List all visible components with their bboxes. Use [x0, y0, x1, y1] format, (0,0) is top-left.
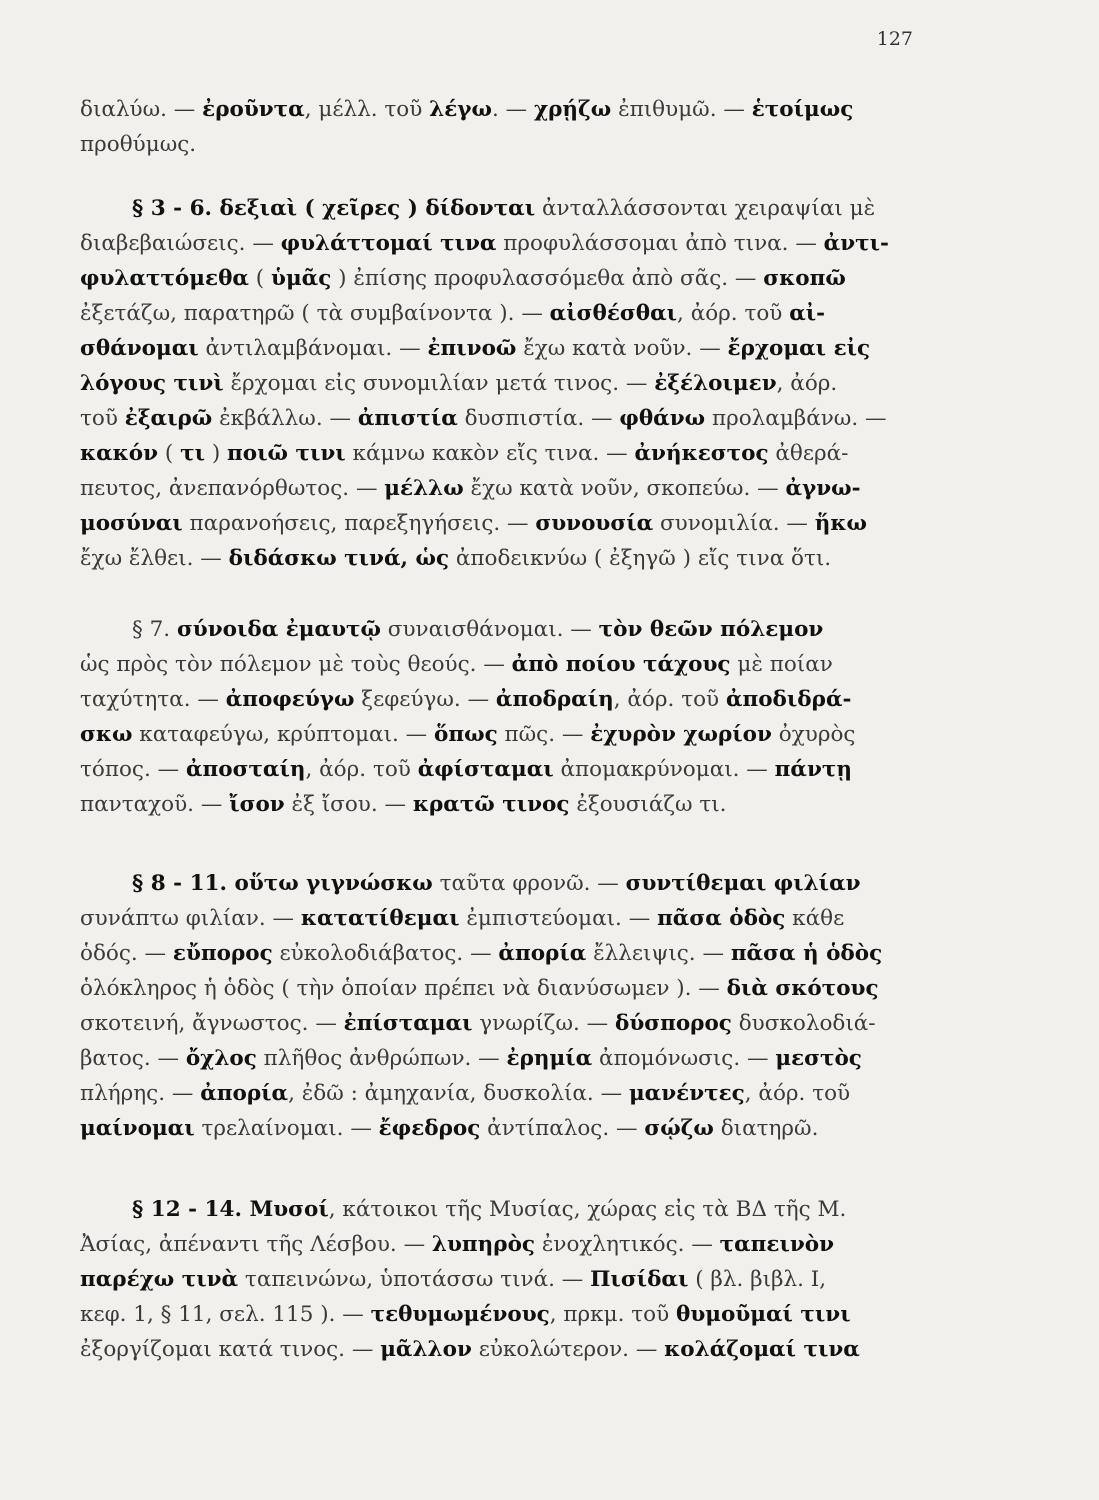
headword: ἐχυρὸν χωρίον — [590, 722, 772, 747]
gloss-text: σκοτεινή, ἄγνωστος. — — [80, 1011, 344, 1036]
text-line — [80, 1076, 928, 1111]
headword: § 12 - 14. — [132, 1197, 250, 1222]
gloss-text: ξεφεύγω. — — [354, 687, 496, 712]
headword: μοσύναι — [80, 511, 183, 536]
paragraph-gap — [80, 162, 928, 191]
headword: σθάνομαι — [80, 336, 199, 361]
headword: θυμοῦμαί τινι — [675, 1302, 851, 1327]
text-line — [80, 971, 928, 1006]
headword: ὑμᾶς — [271, 266, 332, 291]
headword: ἀγνω- — [785, 476, 861, 501]
headword: § 3 - 6. — [132, 196, 220, 221]
headword: σκω — [80, 722, 133, 747]
headword: λυπηρὸς — [431, 1232, 535, 1257]
gloss-text: ἐξουσιάζω τι. — [569, 792, 727, 817]
headword: ἐπινοῶ — [427, 336, 517, 361]
gloss-text: ἀντιλαμβάνομαι. — — [198, 336, 428, 361]
gloss-text: ὁδός. — — [80, 941, 173, 966]
text-line — [80, 1192, 928, 1227]
text-line — [80, 1041, 928, 1076]
paragraph — [80, 866, 928, 1146]
glossary-text — [80, 92, 928, 1367]
gloss-text: ἐξετάζω, παρατηρῶ ( τὰ συμβαίνοντα ). — — [80, 301, 550, 326]
gloss-text: , ἐδῶ : ἀμηχανία, δυσκολία. — — [288, 1081, 629, 1106]
headword: μεστὸς — [775, 1046, 862, 1071]
text-line — [80, 401, 928, 436]
headword: ἀποφεύγω — [225, 687, 355, 712]
text-line — [80, 226, 928, 261]
headword: ἀνήκεστος — [634, 441, 769, 466]
gloss-text: προλαμβάνω. — — [705, 406, 887, 431]
paragraph-gap — [80, 822, 928, 866]
gloss-text: γνωρίζω. — — [472, 1011, 615, 1036]
paragraph — [80, 191, 928, 576]
headword: χρῄζω — [533, 97, 612, 122]
headword: ἐπίσταμαι — [343, 1011, 473, 1036]
gloss-text: συναισθάνομαι. — — [380, 617, 599, 642]
gloss-text: διαβεβαιώσεις. — — [80, 231, 281, 256]
headword: τι — [180, 441, 205, 466]
text-line — [80, 506, 928, 541]
gloss-text: πλήρης. — — [80, 1081, 201, 1106]
text-line — [80, 717, 928, 752]
gloss-text: καταφεύγω, κρύπτομαι. — — [132, 722, 435, 747]
headword: σύνοιδα ἐμαυτῷ — [176, 617, 381, 642]
headword: φυλαττόμεθα — [80, 266, 249, 291]
gloss-text: εὐκολοδιάβατος. — — [272, 941, 499, 966]
text-line — [80, 471, 928, 506]
text-line — [80, 1332, 928, 1367]
headword: οὕτω γιγνώσκω — [234, 871, 433, 896]
headword: ἀπὸ ποίου τάχους — [511, 652, 731, 677]
gloss-text: διαλύω. — — [80, 97, 203, 122]
gloss-text: , ἀόρ. τοῦ — [613, 687, 726, 712]
headword: κατατίθεμαι — [300, 906, 460, 931]
gloss-text: ἐξ ἴσου. — — [284, 792, 413, 817]
text-line — [80, 1297, 928, 1332]
headword: πάντῃ — [774, 757, 852, 782]
headword: τὸν θεῶν πόλεμον — [598, 617, 824, 642]
gloss-text: ταῦτα φρονῶ. — — [432, 871, 626, 896]
headword: εὔπορος — [172, 941, 273, 966]
headword: ὅπως — [434, 722, 498, 747]
gloss-text: προθύμως. — [80, 132, 197, 157]
gloss-text: ἀπομακρύνομαι. — — [553, 757, 775, 782]
gloss-text: κάμνω κακὸν εἴς τινα. — — [345, 441, 635, 466]
text-line — [80, 752, 928, 787]
gloss-text: ταπεινώνω, ὑποτάσσω τινά. — — [238, 1267, 591, 1292]
text-line — [80, 541, 928, 576]
headword: φθάνω — [619, 406, 706, 431]
gloss-text: συνάπτω φιλίαν. — — [80, 906, 301, 931]
text-line — [80, 682, 928, 717]
gloss-text: ἐκβάλλω. — — [212, 406, 358, 431]
gloss-text: ἐμπιστεύομαι. — — [459, 906, 658, 931]
gloss-text: , πρκμ. τοῦ — [549, 1302, 676, 1327]
headword: ἀποδραίη — [495, 687, 614, 712]
headword: ἀποσταίη — [185, 757, 306, 782]
headword: ἀφίσταμαι — [417, 757, 554, 782]
headword: μανέντες — [628, 1081, 745, 1106]
headword: λέγω — [429, 97, 492, 122]
gloss-text: τρελαίνομαι. — — [194, 1116, 379, 1141]
gloss-text: κάθε — [785, 906, 845, 931]
paragraph — [80, 612, 928, 822]
gloss-text: ἔχω ἔλθει. — — [80, 546, 229, 571]
headword: διὰ σκότους — [726, 976, 879, 1001]
gloss-text: ταχύτητα. — — [80, 687, 226, 712]
gloss-text: εὐκολώτερον. — — [471, 1337, 665, 1362]
gloss-text: , ἀόρ. τοῦ — [677, 301, 790, 326]
paragraph-gap — [80, 576, 928, 612]
text-line — [80, 1262, 928, 1297]
paragraph-gap — [80, 1146, 928, 1192]
text-line — [80, 866, 928, 901]
headword: ἥκω — [814, 511, 867, 536]
headword: αἰ- — [789, 301, 826, 326]
gloss-text: συνομιλία. — — [653, 511, 815, 536]
text-line — [80, 901, 928, 936]
gloss-text: μὲ ποίαν — [730, 652, 833, 677]
headword: δύσπορος — [614, 1011, 732, 1036]
gloss-text: ἀπομόνωσις. — — [592, 1046, 776, 1071]
gloss-text: ἐνοχλητικός. — — [535, 1232, 720, 1257]
gloss-text: , ἀόρ. τοῦ — [305, 757, 418, 782]
gloss-text: ἀποδεικνύω ( ἐξηγῶ ) εἴς τινα ὅτι. — [449, 546, 832, 571]
text-line — [80, 1227, 928, 1262]
gloss-text: ἔχω κατὰ νοῦν, σκοπεύω. — — [463, 476, 786, 501]
gloss-text: Ἀσίας, ἀπέναντι τῆς Λέσβου. — — [80, 1232, 432, 1257]
text-line — [80, 127, 928, 162]
text-line — [80, 1006, 928, 1041]
gloss-text: . — — [491, 97, 534, 122]
headword: δεξιαὶ ( χεῖρες ) δίδονται — [219, 196, 536, 221]
gloss-text: τόπος. — — [80, 757, 186, 782]
headword: λόγους τινὶ — [80, 371, 224, 396]
gloss-text: ὀχυρὸς — [771, 722, 856, 747]
text-line — [80, 366, 928, 401]
headword: πᾶσα ἡ ὁδὸς — [730, 941, 883, 966]
paragraph — [80, 92, 928, 162]
headword: συντίθεμαι φιλίαν — [625, 871, 861, 896]
text-line — [80, 261, 928, 296]
text-line — [80, 296, 928, 331]
headword: μᾶλλον — [380, 1337, 472, 1362]
gloss-text: πῶς. — — [497, 722, 591, 747]
gloss-text: ἀνταλλάσσονται χειραψίαι μὲ — [535, 196, 876, 221]
headword: ἐροῦντα — [202, 97, 305, 122]
gloss-text: τοῦ — [80, 406, 125, 431]
headword: Πισίδαι — [590, 1267, 689, 1292]
text-line — [80, 191, 928, 226]
gloss-text: ) — [204, 441, 228, 466]
gloss-text: βατος. — — [80, 1046, 186, 1071]
headword: ἐξαιρῶ — [124, 406, 213, 431]
gloss-text: ἀθερά- — [768, 441, 849, 466]
gloss-text: , ἀόρ. τοῦ — [744, 1081, 851, 1106]
headword: ἐξέλοιμεν — [654, 371, 777, 396]
headword: μέλλω — [384, 476, 464, 501]
headword: κολάζομαί τινα — [664, 1337, 860, 1362]
headword: ταπεινὸν — [719, 1232, 835, 1257]
headword: φυλάττομαί τινα — [280, 231, 497, 256]
headword: ὄχλος — [185, 1046, 257, 1071]
headword: ποιῶ τινι — [227, 441, 346, 466]
text-line — [80, 612, 928, 647]
headword: ἔρχομαι εἰς — [727, 336, 871, 361]
headword: Μυσοί — [249, 1197, 329, 1222]
text-line — [80, 647, 928, 682]
gloss-text: πλῆθος ἀνθρώπων. — — [256, 1046, 507, 1071]
gloss-text: ἐξοργίζομαι κατά τινος. — — [80, 1337, 381, 1362]
headword: ἀντι- — [823, 231, 889, 256]
headword: τεθυμωμένους — [370, 1302, 550, 1327]
gloss-text: ( βλ. βιβλ. Ι, — [688, 1267, 827, 1292]
gloss-text: πανταχοῦ. — — [80, 792, 230, 817]
gloss-text: ( — [248, 266, 272, 291]
gloss-text: § 7. — [132, 617, 177, 642]
gloss-text: δυσκολοδιά- — [731, 1011, 876, 1036]
paragraph — [80, 1192, 928, 1367]
gloss-text: ἔχω κατὰ νοῦν. — — [516, 336, 728, 361]
gloss-text: ἔρχομαι εἰς συνομιλίαν μετά τινος. — — [223, 371, 655, 396]
gloss-text: παρανοήσεις, παρεξηγήσεις. — — [182, 511, 536, 536]
text-line — [80, 1111, 928, 1146]
headword: συνουσία — [535, 511, 654, 536]
headword: σῴζω — [644, 1116, 714, 1141]
gloss-text: , μέλλ. τοῦ — [304, 97, 430, 122]
text-line — [80, 331, 928, 366]
gloss-text: ἀντίπαλος. — — [480, 1116, 645, 1141]
headword: ἐρημία — [506, 1046, 593, 1071]
gloss-text: προφυλάσσομαι ἀπὸ τινα. — — [496, 231, 824, 256]
gloss-text: ὡς πρὸς τὸν πόλεμον μὲ τοὺς θεούς. — — [80, 652, 512, 677]
headword: μαίνομαι — [80, 1116, 195, 1141]
gloss-text: δυσπιστία. — — [457, 406, 620, 431]
gloss-text: , ἀόρ. — [776, 371, 838, 396]
headword: αἰσθέσθαι — [549, 301, 678, 326]
gloss-text: ( — [158, 441, 181, 466]
gloss-text: πευτος, ἀνεπανόρθωτος. — — [80, 476, 385, 501]
headword: § 8 - 11. — [132, 871, 235, 896]
headword: κακόν — [80, 441, 159, 466]
headword: ἴσον — [229, 792, 285, 817]
headword: πᾶσα ὁδὸς — [657, 906, 786, 931]
gloss-text: διατηρῶ. — [713, 1116, 819, 1141]
headword: σκοπῶ — [763, 266, 846, 291]
gloss-text: ἔλλειψις. — — [586, 941, 731, 966]
text-line — [80, 936, 928, 971]
text-line — [80, 436, 928, 471]
gloss-text: ἐπιθυμῶ. — — [611, 97, 752, 122]
gloss-text: ὁλόκληρος ἡ ὁδὸς ( τὴν ὁποίαν πρέπει νὰ διανύσωμεν ). — — [80, 976, 727, 1001]
headword: ἀπορία — [498, 941, 587, 966]
headword: ἀποδιδρά- — [725, 687, 852, 712]
gloss-text: κεφ. 1, § 11, σελ. 115 ). — — [80, 1302, 371, 1327]
headword: παρέχω τινὰ — [80, 1267, 239, 1292]
headword: ἑτοίμως — [751, 97, 854, 122]
text-line — [80, 787, 928, 822]
headword: κρατῶ τινος — [412, 792, 570, 817]
headword: ἀπιστία — [357, 406, 458, 431]
headword: ἀπορία — [200, 1081, 289, 1106]
text-line — [80, 92, 928, 127]
page-number: 127 — [876, 28, 913, 50]
headword: ἔφεδρος — [378, 1116, 481, 1141]
headword: διδάσκω τινά, ὡς — [228, 546, 450, 571]
gloss-text: ) ἐπίσης προφυλασσόμεθα ἀπὸ σᾶς. — — [331, 266, 764, 291]
gloss-text: , κάτοικοι τῆς Μυσίας, χώρας εἰς τὰ ΒΔ τῆς Μ. — [328, 1197, 847, 1222]
